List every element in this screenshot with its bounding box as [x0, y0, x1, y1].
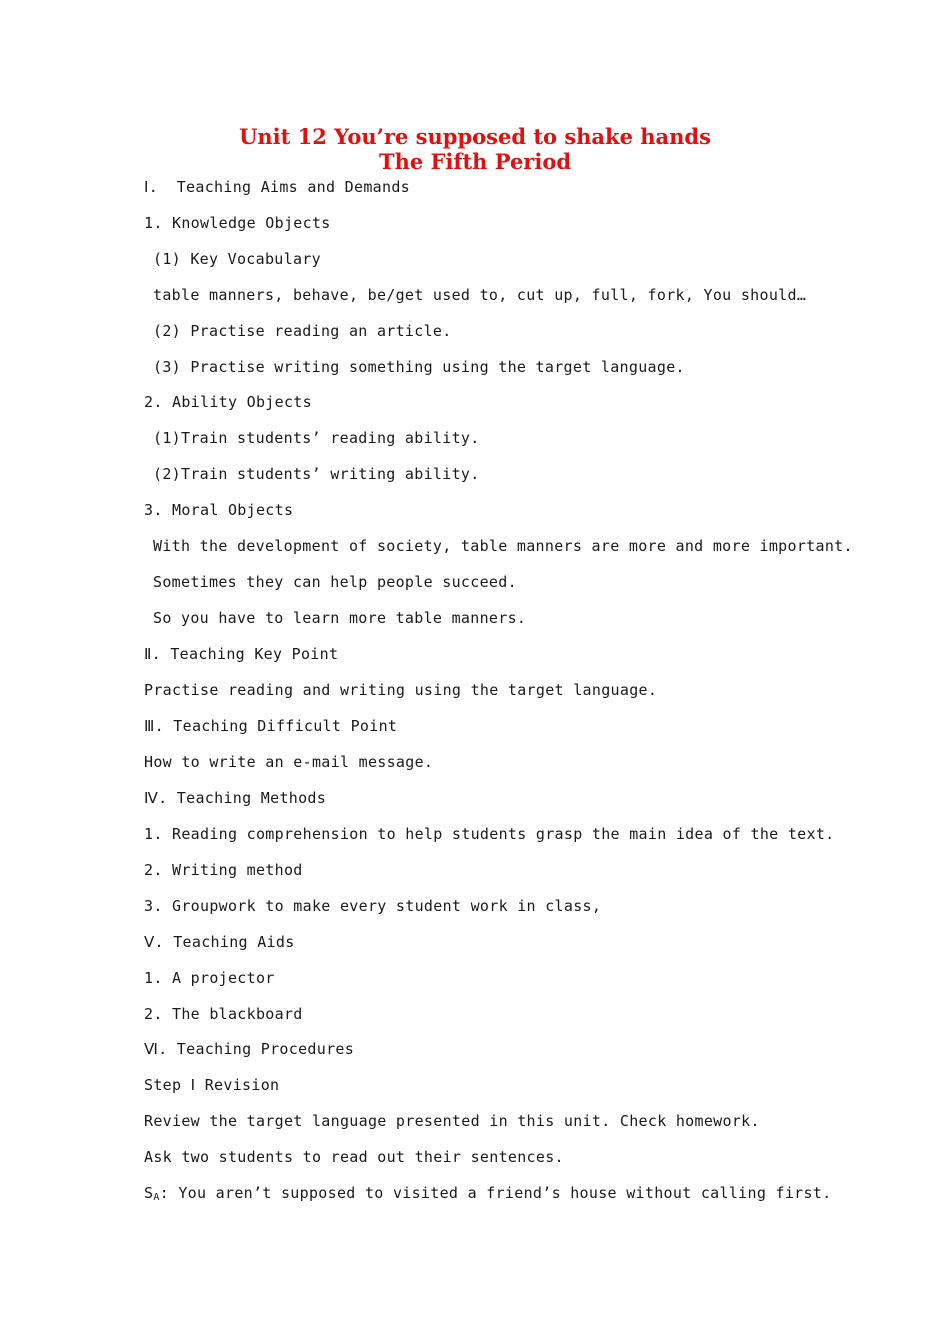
key-point-text: Practise reading and writing using the target language.: [144, 681, 658, 699]
moral-text-2: Sometimes they can help people succeed.: [153, 573, 517, 591]
revision-text-1: Review the target language presented in this unit. Check homework.: [144, 1112, 760, 1130]
item-writing-ability: (2)Train students’ writing ability.: [153, 465, 480, 483]
section-heading-key-point: Ⅱ. Teaching Key Point: [144, 645, 339, 663]
section-heading-procedures: Ⅵ. Teaching Procedures: [144, 1040, 355, 1058]
method-item-2: 2. Writing method: [144, 861, 303, 879]
subheading-knowledge-objects: 1. Knowledge Objects: [144, 214, 331, 232]
item-key-vocabulary: (1) Key Vocabulary: [153, 250, 321, 268]
moral-text-3: So you have to learn more table manners.: [153, 609, 527, 627]
section-heading-difficult-point: Ⅲ. Teaching Difficult Point: [144, 717, 398, 735]
vocabulary-list: table manners, behave, be/get used to, cut up, full, fork, You should…: [153, 286, 807, 304]
item-practise-reading: (2) Practise reading an article.: [153, 322, 452, 340]
item-practise-writing: (3) Practise writing something using the target language.: [153, 358, 685, 376]
section-heading-aids: Ⅴ. Teaching Aids: [144, 933, 295, 951]
speaker-label: S: [144, 1184, 154, 1202]
method-item-3: 3. Groupwork to make every student work in class,: [144, 897, 602, 915]
example-sentence: [144, 1183, 832, 1203]
document-subtitle: The Fifth Period: [378, 149, 572, 174]
item-reading-ability: (1)Train students’ reading ability.: [153, 429, 480, 447]
speaker-subscript: A: [153, 1192, 160, 1203]
moral-text-1: With the development of society, table manners are more and more important.: [153, 537, 853, 555]
section-heading-aims: Ⅰ. Teaching Aims and Demands: [144, 178, 410, 196]
method-item-1: 1. Reading comprehension to help students grasp the main idea of the text.: [144, 825, 835, 843]
aid-item-1: 1. A projector: [144, 969, 275, 987]
subheading-moral-objects: 3. Moral Objects: [144, 501, 294, 519]
example-sentence-text: : You aren’t supposed to visited a friend’s house without calling first.: [159, 1184, 832, 1202]
revision-text-2: Ask two students to read out their sentences.: [144, 1148, 564, 1166]
step-heading-revision: Step Ⅰ Revision: [144, 1076, 280, 1094]
document-title: Unit 12 You’re supposed to shake hands: [239, 124, 711, 149]
difficult-point-text: How to write an e-mail message.: [144, 753, 434, 771]
subheading-ability-objects: 2. Ability Objects: [144, 393, 312, 411]
aid-item-2: 2. The blackboard: [144, 1005, 303, 1023]
section-heading-methods: Ⅳ. Teaching Methods: [144, 789, 327, 807]
